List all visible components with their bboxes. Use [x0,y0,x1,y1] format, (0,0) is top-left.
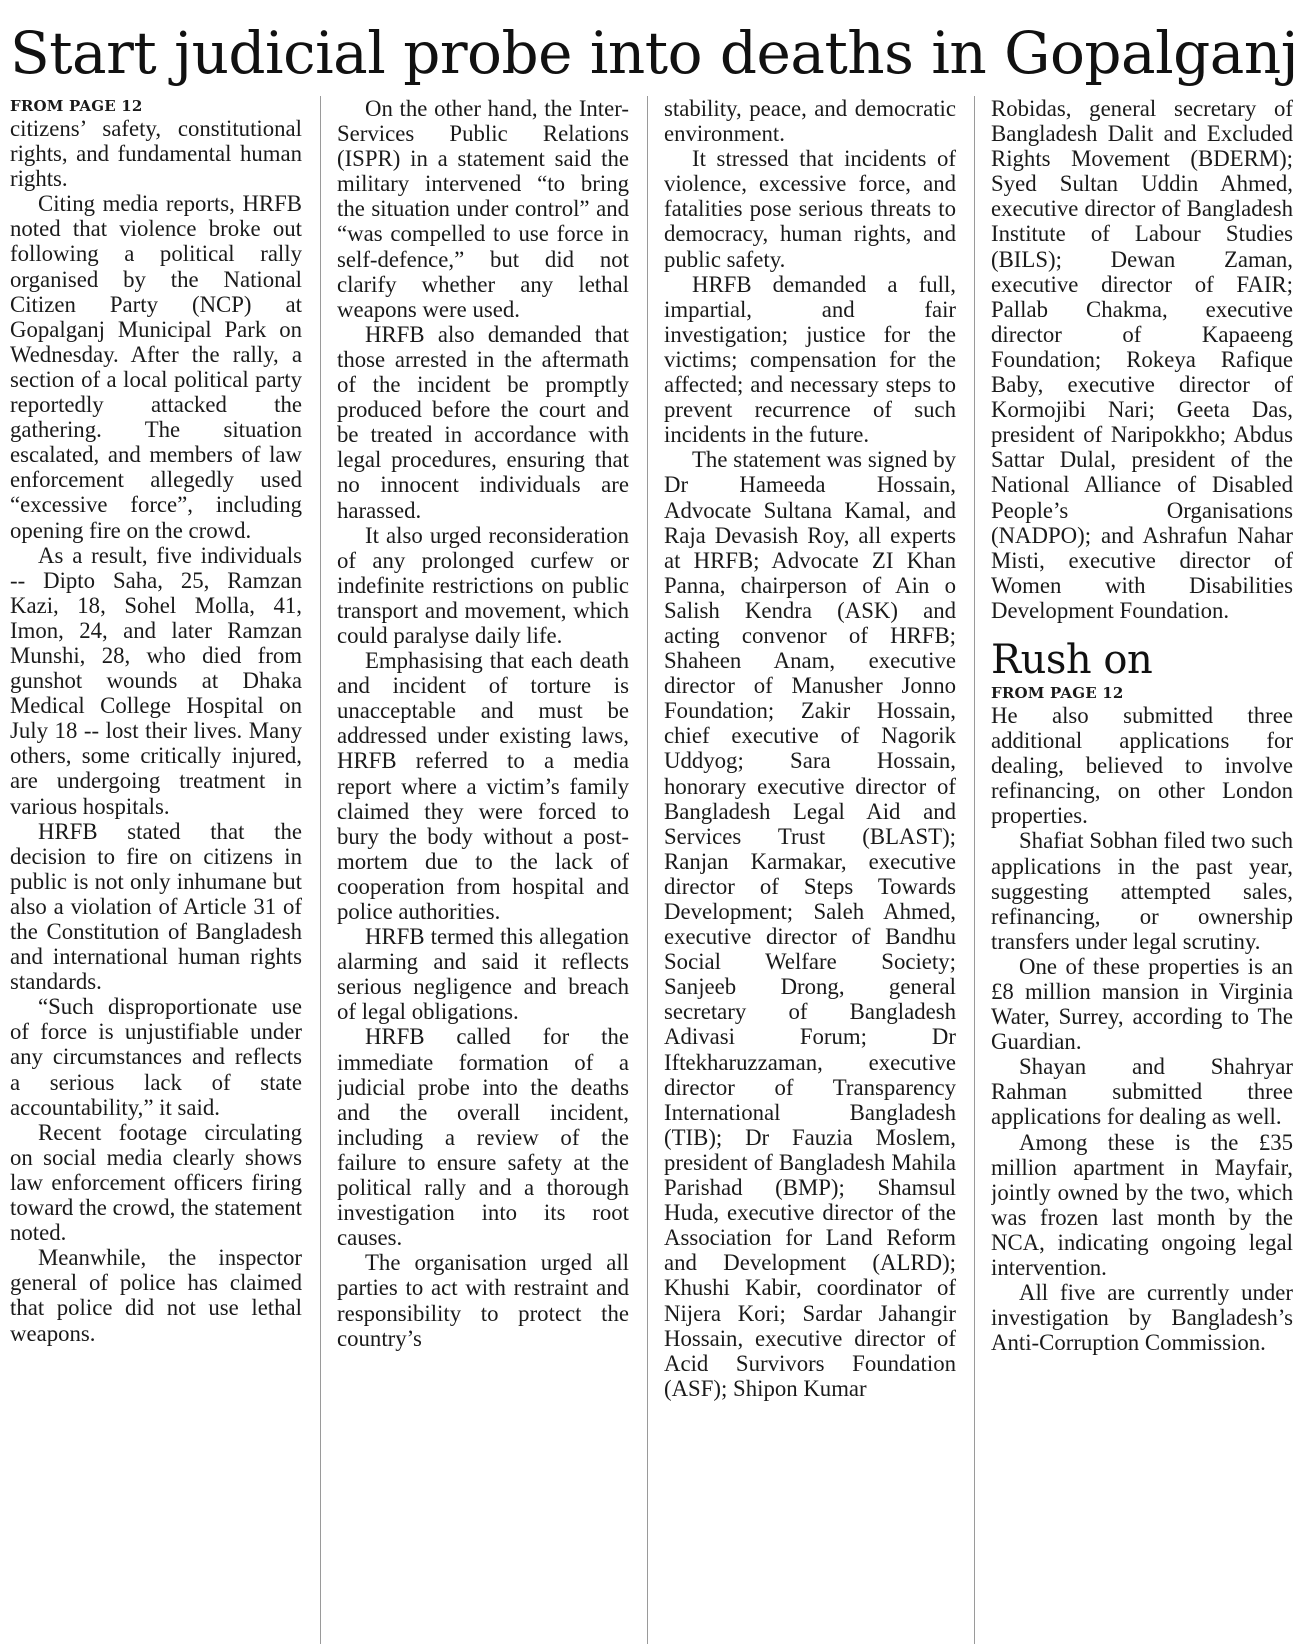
paragraph: Meanwhile, the inspector general of police has claimed that police did not use lethal weapons. [10,1245,302,1346]
paragraph: Recent footage circulating on social media clearly shows law enforcement officers firing toward the crowd, the statement noted. [10,1119,302,1246]
paragraph: stability, peace, and democratic environment. [664,96,956,147]
paragraph: HRFB also demanded that those arrested in the aftermath of the incident be promptly produced before the court and be treated in accordance with legal procedures, ensuring that no innocent individuals are harassed. [337,321,629,523]
paragraph: It also urged reconsideration of any prolonged curfew or indefinite restrictions on public transport and movement, which could paralyse daily life. [337,522,629,648]
paragraph: The statement was signed by Dr Hameeda Hossain, Advocate Sultana Kamal, and Raja Devasish Roy, all experts at HRFB; Advocate ZI Khan Panna, chairperson of Ain o Salish Kendra (ASK) and acting convenor of HRFB; Shaheen Anam, executive director of Manusher Jonno Foundation; Zakir Hossain, chief executive of Nagorik Uddyog; Sara Hossain, honorary executive director of Bangladesh Legal Aid and Services Trust (BLAST); Ranjan Karmakar, executive director of Steps Towards Development; Saleh Ahmed, executive director of Bandhu Social Welfare Society; Sanjeeb Drong, general secretary of Bangladesh Adivasi Forum; Dr Iftekharuzzaman, executive director of Transparency International Bangladesh (TIB); Dr Fauzia Moslem, president of Bangladesh Mahila Parishad (BMP); Shamsul Huda, executive director of the Association for Land Reform and Development (ALRD); Khushi Kabir, coordinator of Nijera Kori; Sardar Jahangir Hossain, executive director of Acid Survivors Foundation (ASF); Shipon Kumar [664,447,956,1401]
paragraph: “Such disproportionate use of force is unjustifiable under any circumstances and reflects a serious lack of state accountability,” it said. [10,994,302,1120]
column-4 [991,96,1293,1644]
paragraph: One of these properties is an £8 million mansion in Virginia Water, Surrey, according to The Guardian. [991,953,1293,1055]
paragraph: Robidas, general secretary of Bangladesh Dalit and Excluded Rights Movement (BDERM); Syed Sultan Uddin Ahmed, executive director of Bangladesh Institute of Labour Studies (BILS); Dewan Zaman, executive director of FAIR; Pallab Chakma, executive director of Kapaeeng Foundation; Rokeya Rafique Baby, executive director of Kormojibi Nari; Geeta Das, president of Naripokkho; Abdus Sattar Dulal, president of the National Alliance of Disabled People’s Organisations (NADPO); and Ashrafun Nahar Misti, executive director of Women with Disabilities Development Foundation. [991,96,1293,623]
column-rule [974,96,975,1644]
paragraph: As a result, five individuals -- Dipto Saha, 25, Ramzan Kazi, 18, Sohel Molla, 41, Imon, 24, and later Ramzan Munshi, 28, who died from gunshot wounds at Dhaka Medical College Hospital on July 18 -- lost their lives. Many others, some critically injured, are undergoing treatment in various hospitals. [10,542,302,819]
paragraph: citizens’ safety, constitutional rights, and fundamental human rights. [10,116,302,192]
paragraph: HRFB termed this allegation alarming and said it reflects serious negligence and breach of legal obligations. [337,924,629,1025]
paragraph: Citing media reports, HRFB noted that violence broke out following a political rally organised by the National Citizen Party (NCP) at Gopalganj Municipal Park on Wednesday. After the rally, a section of a local political party reportedly attacked the gathering. The situation escalated, and members of law enforcement allegedly used “excessive force”, including opening fire on the crowd. [10,191,302,543]
paragraph: HRFB demanded a full, impartial, and fair investigation; justice for the victims; compensation for the affected; and necessary steps to prevent recurrence of such incidents in the future. [664,271,956,448]
paragraph: On the other hand, the Inter-Services Public Relations (ISPR) in a statement said the military intervened “to bring the situation under control” and “was compelled to use force in self-defence,” but did not clarify whether any lethal weapons were used. [337,96,629,322]
column-2 [337,96,629,1644]
paragraph: Shafiat Sobhan filed two such applications in the past year, suggesting attempted sales, refinancing, or ownership transfers under legal scrutiny. [991,828,1293,954]
article-columns [10,96,1294,1644]
paragraph: All five are currently under investigation by Bangladesh’s Anti-Corruption Commission. [991,1280,1293,1356]
paragraph: Emphasising that each death and incident of torture is unacceptable and must be addressed under existing laws, HRFB referred to a media report where a victim’s family claimed they were forced to bury the body without a post-mortem due to the lack of cooperation from hospital and police authorities. [337,648,629,924]
paragraph: Shayan and Shahryar Rahman submitted three applications for dealing as well. [991,1054,1293,1130]
paragraph: It stressed that incidents of violence, excessive force, and fatalities pose serious threats to democracy, human rights, and public safety. [664,146,956,272]
continued-from-label: FROM PAGE 12 [10,97,143,115]
headline: Start judicial probe into deaths in Gopalganj [10,19,1299,87]
column-1 [10,96,302,1644]
second-article-headline: Rush on [991,636,1153,683]
paragraph: HRFB called for the immediate formation of a judicial probe into the deaths and the overall incident, including a review of the failure to ensure safety at the political rally and a thorough investigation into its root causes. [337,1024,629,1251]
column-rule [647,96,648,1644]
continued-from-label: FROM PAGE 12 [991,683,1124,702]
column-rule [320,96,321,1644]
paragraph: Among these is the £35 million apartment in Mayfair, jointly owned by the two, which was frozen last month by the NCA, indicating ongoing legal intervention. [991,1129,1293,1281]
paragraph: The organisation urged all parties to act with restraint and responsibility to protect the country’s [337,1250,629,1351]
paragraph: He also submitted three additional applications for dealing, believed to involve refinancing, on other London properties. [991,702,1293,829]
paragraph: HRFB stated that the decision to fire on citizens in public is not only inhumane but also a violation of Article 31 of the Constitution of Bangladesh and international human rights standards. [10,818,302,995]
column-3 [664,96,956,1644]
